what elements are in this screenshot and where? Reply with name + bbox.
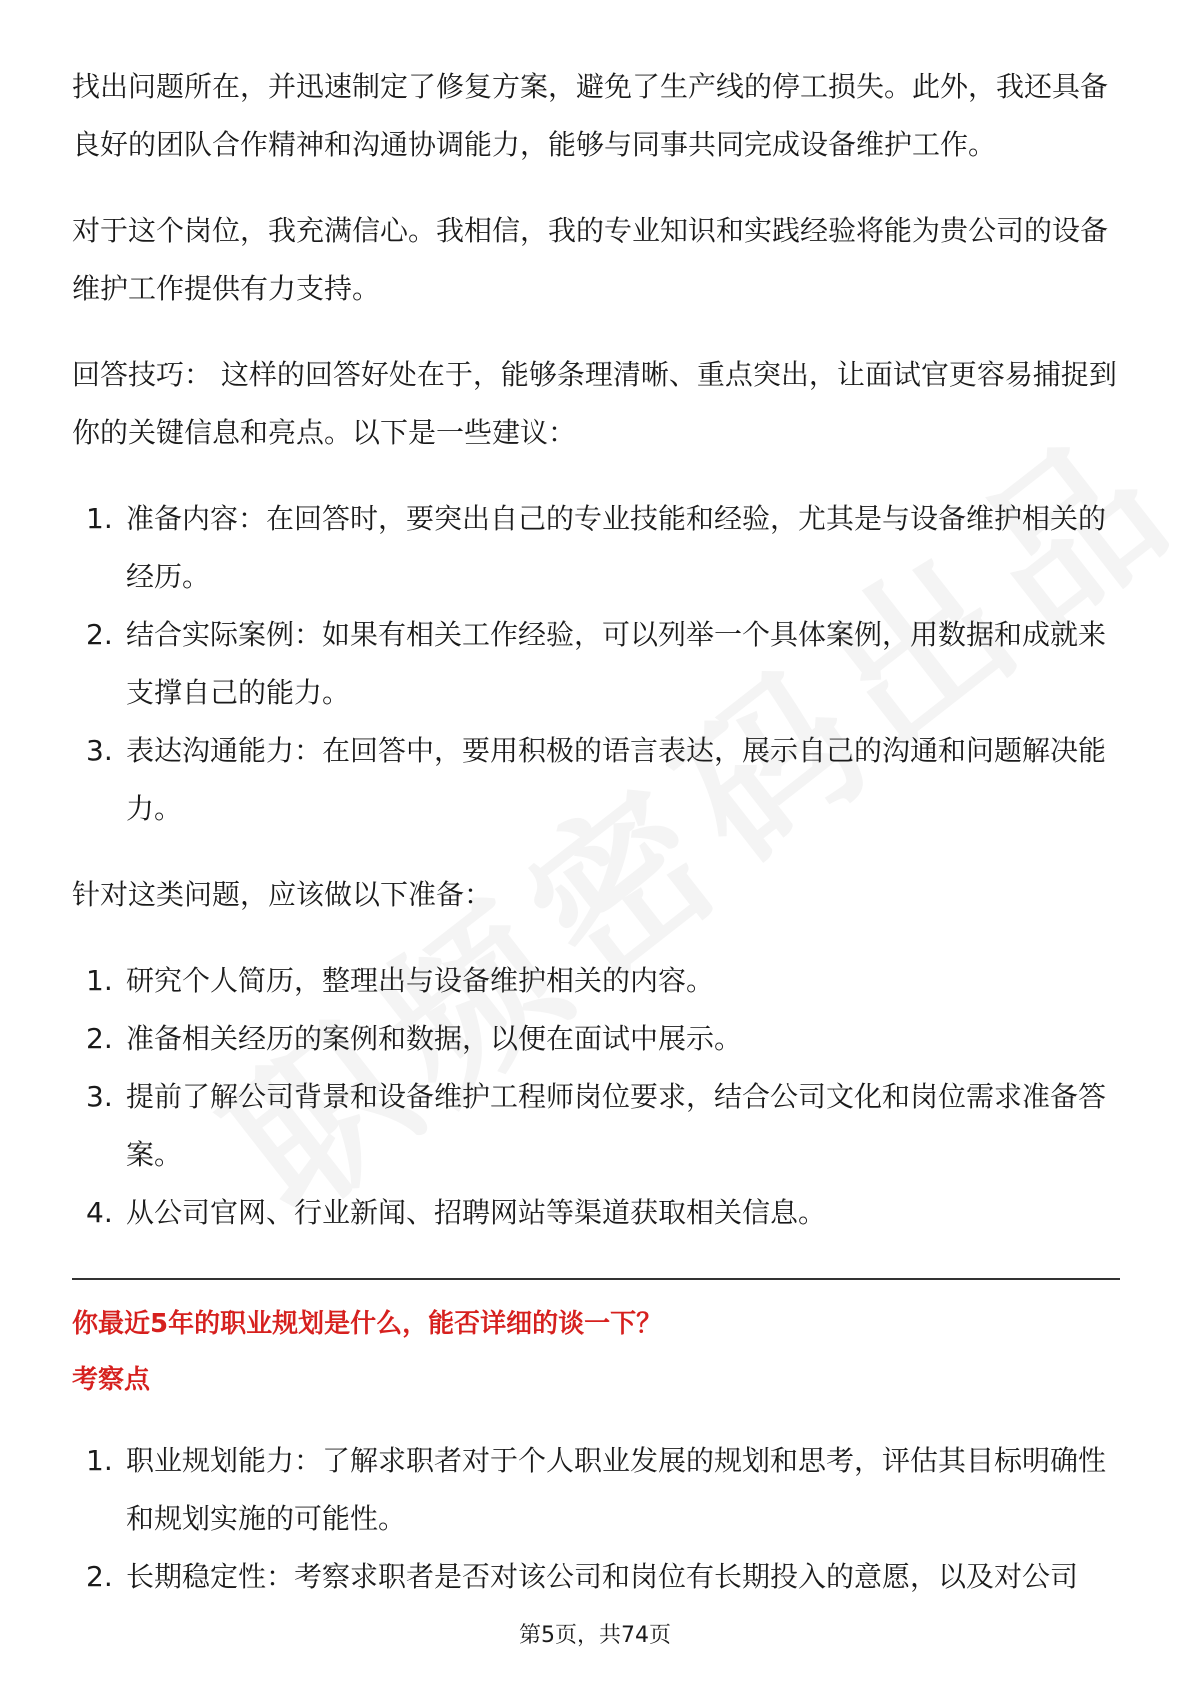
page-content [72,58,1120,1634]
list-item-text: 研究个人简历，整理出与设备维护相关的内容。 [126,964,715,997]
list-item [72,1184,1120,1242]
paragraph-2: 对于这个岗位，我充满信心。我相信，我的专业知识和实践经验将能为贵公司的设备维护工作提供有力支持。 [72,214,1109,305]
list-number: 2. [86,618,113,651]
tips-list [72,490,1120,838]
paragraph-preparation: 针对这类问题，应该做以下准备： [72,878,493,911]
list-item-text: 表达沟通能力：在回答中，要用积极的语言表达，展示自己的沟通和问题解决能力。 [126,734,1107,825]
list-item [72,1068,1120,1184]
assessment-points-list [72,1432,1120,1606]
question-title: 你最近5年的职业规划是什么，能否详细的谈一下？ [72,1309,663,1339]
list-item-text: 提前了解公司背景和设备维护工程师岗位要求，结合公司文化和岗位需求准备答案。 [126,1080,1107,1171]
list-item-text: 结合实际案例：如果有相关工作经验，可以列举一个具体案例，用数据和成就来支撑自己的能力。 [126,618,1107,709]
list-number: 3. [86,734,113,767]
list-number: 4. [86,1196,113,1229]
paragraph-answer-tips: 回答技巧： 这样的回答好处在于，能够条理清晰、重点突出，让面试官更容易捕捉到你的关键信息和亮点。以下是一些建议： [72,358,1117,449]
list-number: 1. [86,1444,113,1477]
list-number: 2. [86,1560,113,1593]
list-item-text: 准备相关经历的案例和数据，以便在面试中展示。 [126,1022,743,1055]
list-item [72,1432,1120,1548]
list-item-text: 职业规划能力：了解求职者对于个人职业发展的规划和思考，评估其目标明确性和规划实施的可能性。 [126,1444,1107,1535]
list-item [72,490,1120,606]
section-subheading: 考察点 [72,1365,151,1395]
list-item [72,1548,1120,1606]
list-item [72,1010,1120,1068]
list-number: 2. [86,1022,113,1055]
list-number: 1. [86,502,113,535]
section-divider [72,1278,1120,1280]
list-item [72,952,1120,1010]
list-number: 3. [86,1080,113,1113]
list-item-text: 准备内容：在回答时，要突出自己的专业技能和经验，尤其是与设备维护相关的经历。 [126,502,1107,593]
list-number: 1. [86,964,113,997]
list-item [72,606,1120,722]
paragraph-1: 找出问题所在，并迅速制定了修复方案，避免了生产线的停工损失。此外，我还具备良好的团队合作精神和沟通协调能力，能够与同事共同完成设备维护工作。 [72,70,1109,161]
list-item [72,722,1120,838]
list-item-text: 从公司官网、行业新闻、招聘网站等渠道获取相关信息。 [126,1196,827,1229]
page-footer: 第5页，共74页 [519,1623,671,1648]
list-item-text: 长期稳定性：考察求职者是否对该公司和岗位有长期投入的意愿，以及对公司 [126,1560,1079,1593]
preparation-list [72,952,1120,1242]
